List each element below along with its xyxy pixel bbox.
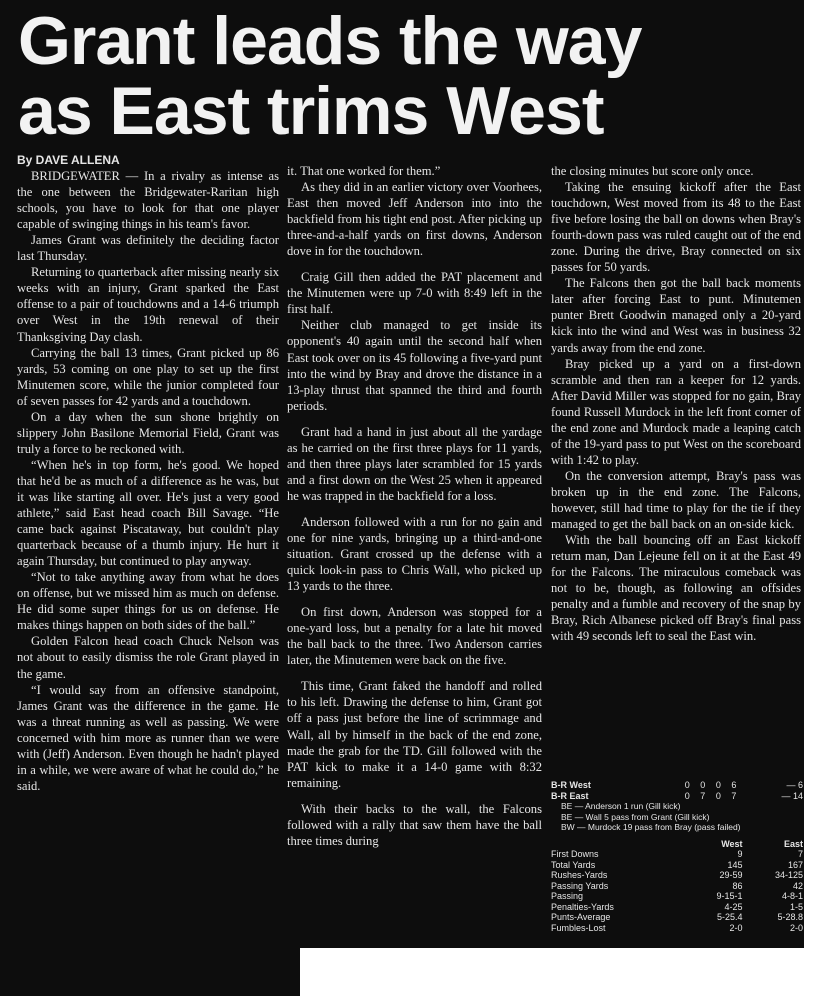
stat-east: 42 [792,880,803,891]
scoring-summary [551,801,803,833]
paragraph: Carrying the ball 13 times, Grant picked up 86 yards, 53 coming on one play to set up the first Minutemen score, while the junior completed four of seven passes for 42 yards and a touchdown. [17,345,279,408]
paragraph: “When he's in top form, he's good. We hoped that he'd be as much of a difference as he was, but it was like starting all over. He's just a very good athlete,” said East head coach Bill Savage. “He came back against Piscataway, but couldn't play quarterback because of a thumb injury. He hurt it again Thursday, but continued to play anyway. [17,457,279,569]
stat-east: 4-8-1 [781,891,803,901]
quarter-score: 0 [700,780,706,790]
scoring-play: BW — Murdock 19 pass from Bray (pass failed) [561,822,741,832]
quarter-score: 0 [715,790,721,801]
paragraph: Anderson followed with a run for no gain and one for nine yards, bringing up a third-and-one situation. Grant crossed up the defense with a quick look-in pass to Chris Wall, who picked up 13 yards to the three. [287,514,542,594]
line-score-row [551,791,803,802]
paragraph: James Grant was definitely the deciding factor last Thursday. [17,233,279,264]
quarter-score: 7 [700,790,706,801]
stats-header-row [551,839,803,850]
paragraph: “Not to take anything away from what he does on offense, but we missed him as much on defense. He did some super things for us on defense. He makes things happen on both sides of the ball.” [17,570,279,633]
stats-row [551,902,803,913]
paragraph: Returning to quarterback after missing nearly six weeks with an injury, Grant sparked the East offense to a pair of touchdowns and a 14-6 triumph over West in the 19th renewal of their Thanksgiving Day clash. [17,265,279,344]
paragraph: BRIDGEWATER — In a rivalry as intense as the one between the Bridgewater-Raritan high schools, you have to look for that one player capable of swinging things in his team's favor. [17,169,279,232]
quarter-score: 0 [684,790,690,801]
quarter-score: 0 [684,780,690,790]
paragraph: The Falcons then got the ball back moments later after forcing East to punt. Minutemen punter Brett Goodwin managed only a 20-yard kick into the wind and West was in business 32 yards away from the end zone. [551,276,801,355]
headline [18,3,798,149]
paragraph: Golden Falcon head coach Chuck Nelson was not about to easily dismiss the role Grant played in the game. [17,634,279,681]
stats-row [551,923,803,934]
stats-row [551,881,803,892]
paragraph: the closing minutes but score only once. [551,164,754,178]
paragraph: On first down, Anderson was stopped for a one-yard loss, but a penalty for a late hit moved the ball back to the three. Two Anderson carries later, the Minutemen were back on the five. [287,605,542,668]
scoring-play: BE — Anderson 1 run (Gill kick) [561,801,681,811]
stat-east: 7 [797,849,803,859]
paragraph: As they did in an earlier victory over Voorhees, East then moved Jeff Anderson into into the backfield from his tight end post. After picking up three-and-a-half yards on first downs, Anderson dove in for the touchdown. [287,180,542,259]
stats-row [551,912,803,923]
team-name: B-R East [551,790,589,801]
east-header: East [783,838,803,849]
stat-west: 2-0 [729,922,743,933]
stat-west: 9 [737,849,743,859]
page-margin [300,948,819,996]
stat-west: 29-59 [719,870,743,880]
team-stats-table [551,839,803,934]
headline-line-2: as East trims West [18,73,604,149]
quarter-score: 7 [731,790,737,801]
line-score-table [551,780,803,801]
paragraph: Grant had a hand in just about all the yardage as he carried on the first three plays for 11 yards, and then three plays later scrambled for 15 yards and a first down on the West 25 when it appeared he was trapped in the backfield for a loss. [287,424,542,503]
article-column-2 [287,163,542,849]
stat-label: Passing Yards [551,880,609,891]
stat-west: 145 [727,859,743,870]
line-score-row [551,780,803,791]
west-header: West [721,838,743,849]
quarter-score: 6 [731,780,737,790]
paragraph: This time, Grant faked the handoff and rolled to his left. Drawing the defense to him, Grant got off a pass just before the line of scrimmage and Wall, all by himself in the back of the end zone, made the grab for the TD. Gill followed with the PAT kick to make it a 14-0 game with 8:32 remaining. [287,679,542,790]
stat-west: 5-25.4 [717,912,743,922]
stat-label: Rushes-Yards [551,870,608,880]
stat-east: 5-28.8 [777,912,803,922]
total-score: — 14 [781,790,803,801]
paragraph: On the conversion attempt, Bray's pass was broken up in the end zone. The Falcons, however, still had time to play for the tie if they managed to get the ball back on an on-side kick. [551,468,801,532]
byline: By DAVE ALLENA [17,153,120,167]
stat-label: Punts-Average [551,912,611,922]
article-column-3 [551,163,801,644]
paragraph: Neither club managed to get inside its opponent's 40 again until the second half when East took over on its 45 following a five-yard punt into the wind by Bray and drove the distance in a 13-play thrust that spanned the third and fourth periods. [287,318,542,413]
stat-east: 1-5 [789,901,803,912]
paragraph: Taking the ensuing kickoff after the East touchdown, West moved from its 48 to the East five before losing the ball on downs when Bray's fourth-down pass was ruled caught out of the end zone. During the drive, Bray connected on six passes for 50 yards. [551,180,801,275]
total-score-value: 6 [797,780,803,790]
paragraph: On a day when the sun shone brightly on slippery John Basilone Memorial Field, Grant was truly a force to be reckoned with. [17,409,279,456]
stat-label: First Downs [551,849,599,859]
paragraph: Craig Gill then added the PAT placement and the Minutemen were up 7-0 with 8:49 left in the first half. [287,270,542,317]
stat-east: 34-125 [774,870,803,880]
team-name: B-R West [551,780,591,790]
paragraph: it. That one worked for them.” [287,164,441,178]
stats-row [551,849,803,860]
total-score: — 6 [786,780,803,790]
stat-west: 86 [732,880,743,891]
article-column-1 [17,152,279,794]
scoring-play: BE — Wall 5 pass from Grant (Gill kick) [561,811,710,822]
stat-label: Penalties-Yards [551,901,614,912]
paragraph: “I would say from an offensive standpoint, James Grant was the difference in the game. He was a threat running as well as passing. We were concerned with him more as runner than we were with (Jeff) Anderson. Even though he hadn't played in a while, we were aware of what he could do,” he said. [17,682,279,793]
stat-label: Fumbles-Lost [551,922,606,933]
stat-label: Total Yards [551,859,596,870]
stat-west: 4-25 [724,901,743,912]
paragraph: With the ball bouncing off an East kickoff return man, Dan Lejeune fell on it at the East 49 for the Falcons. The miraculous comeback was not to be, though, as following an offsides penalty and a fumble and recovery of the snap by Bray, Rich Albanese picked off Bray's final pass with 49 seconds left to seal the East win. [551,533,801,644]
total-score-value: 14 [792,790,803,801]
stat-west: 9-15-1 [716,891,743,901]
quarter-score: 0 [715,780,721,790]
stat-label: Passing [551,891,584,901]
stats-row [551,860,803,871]
stats-row [551,891,803,902]
stat-east: 167 [787,859,803,870]
box-score [551,780,803,933]
stat-east: 2-0 [789,922,803,933]
headline-line-1: Grant leads the way [18,3,642,79]
paragraph: Bray picked up a yard on a first-down scramble and then ran a keeper for 12 yards. After David Miller was stopped for no gain, Bray found Russell Murdock in the left front corner of the end zone and Murdock made a leaping catch of the 19-yard pass to put West on the scoreboard with 1:42 to play. [551,356,801,467]
paragraph: With their backs to the wall, the Falcons followed with a rally that saw them have the ball three times during [287,801,542,848]
stats-row [551,870,803,881]
